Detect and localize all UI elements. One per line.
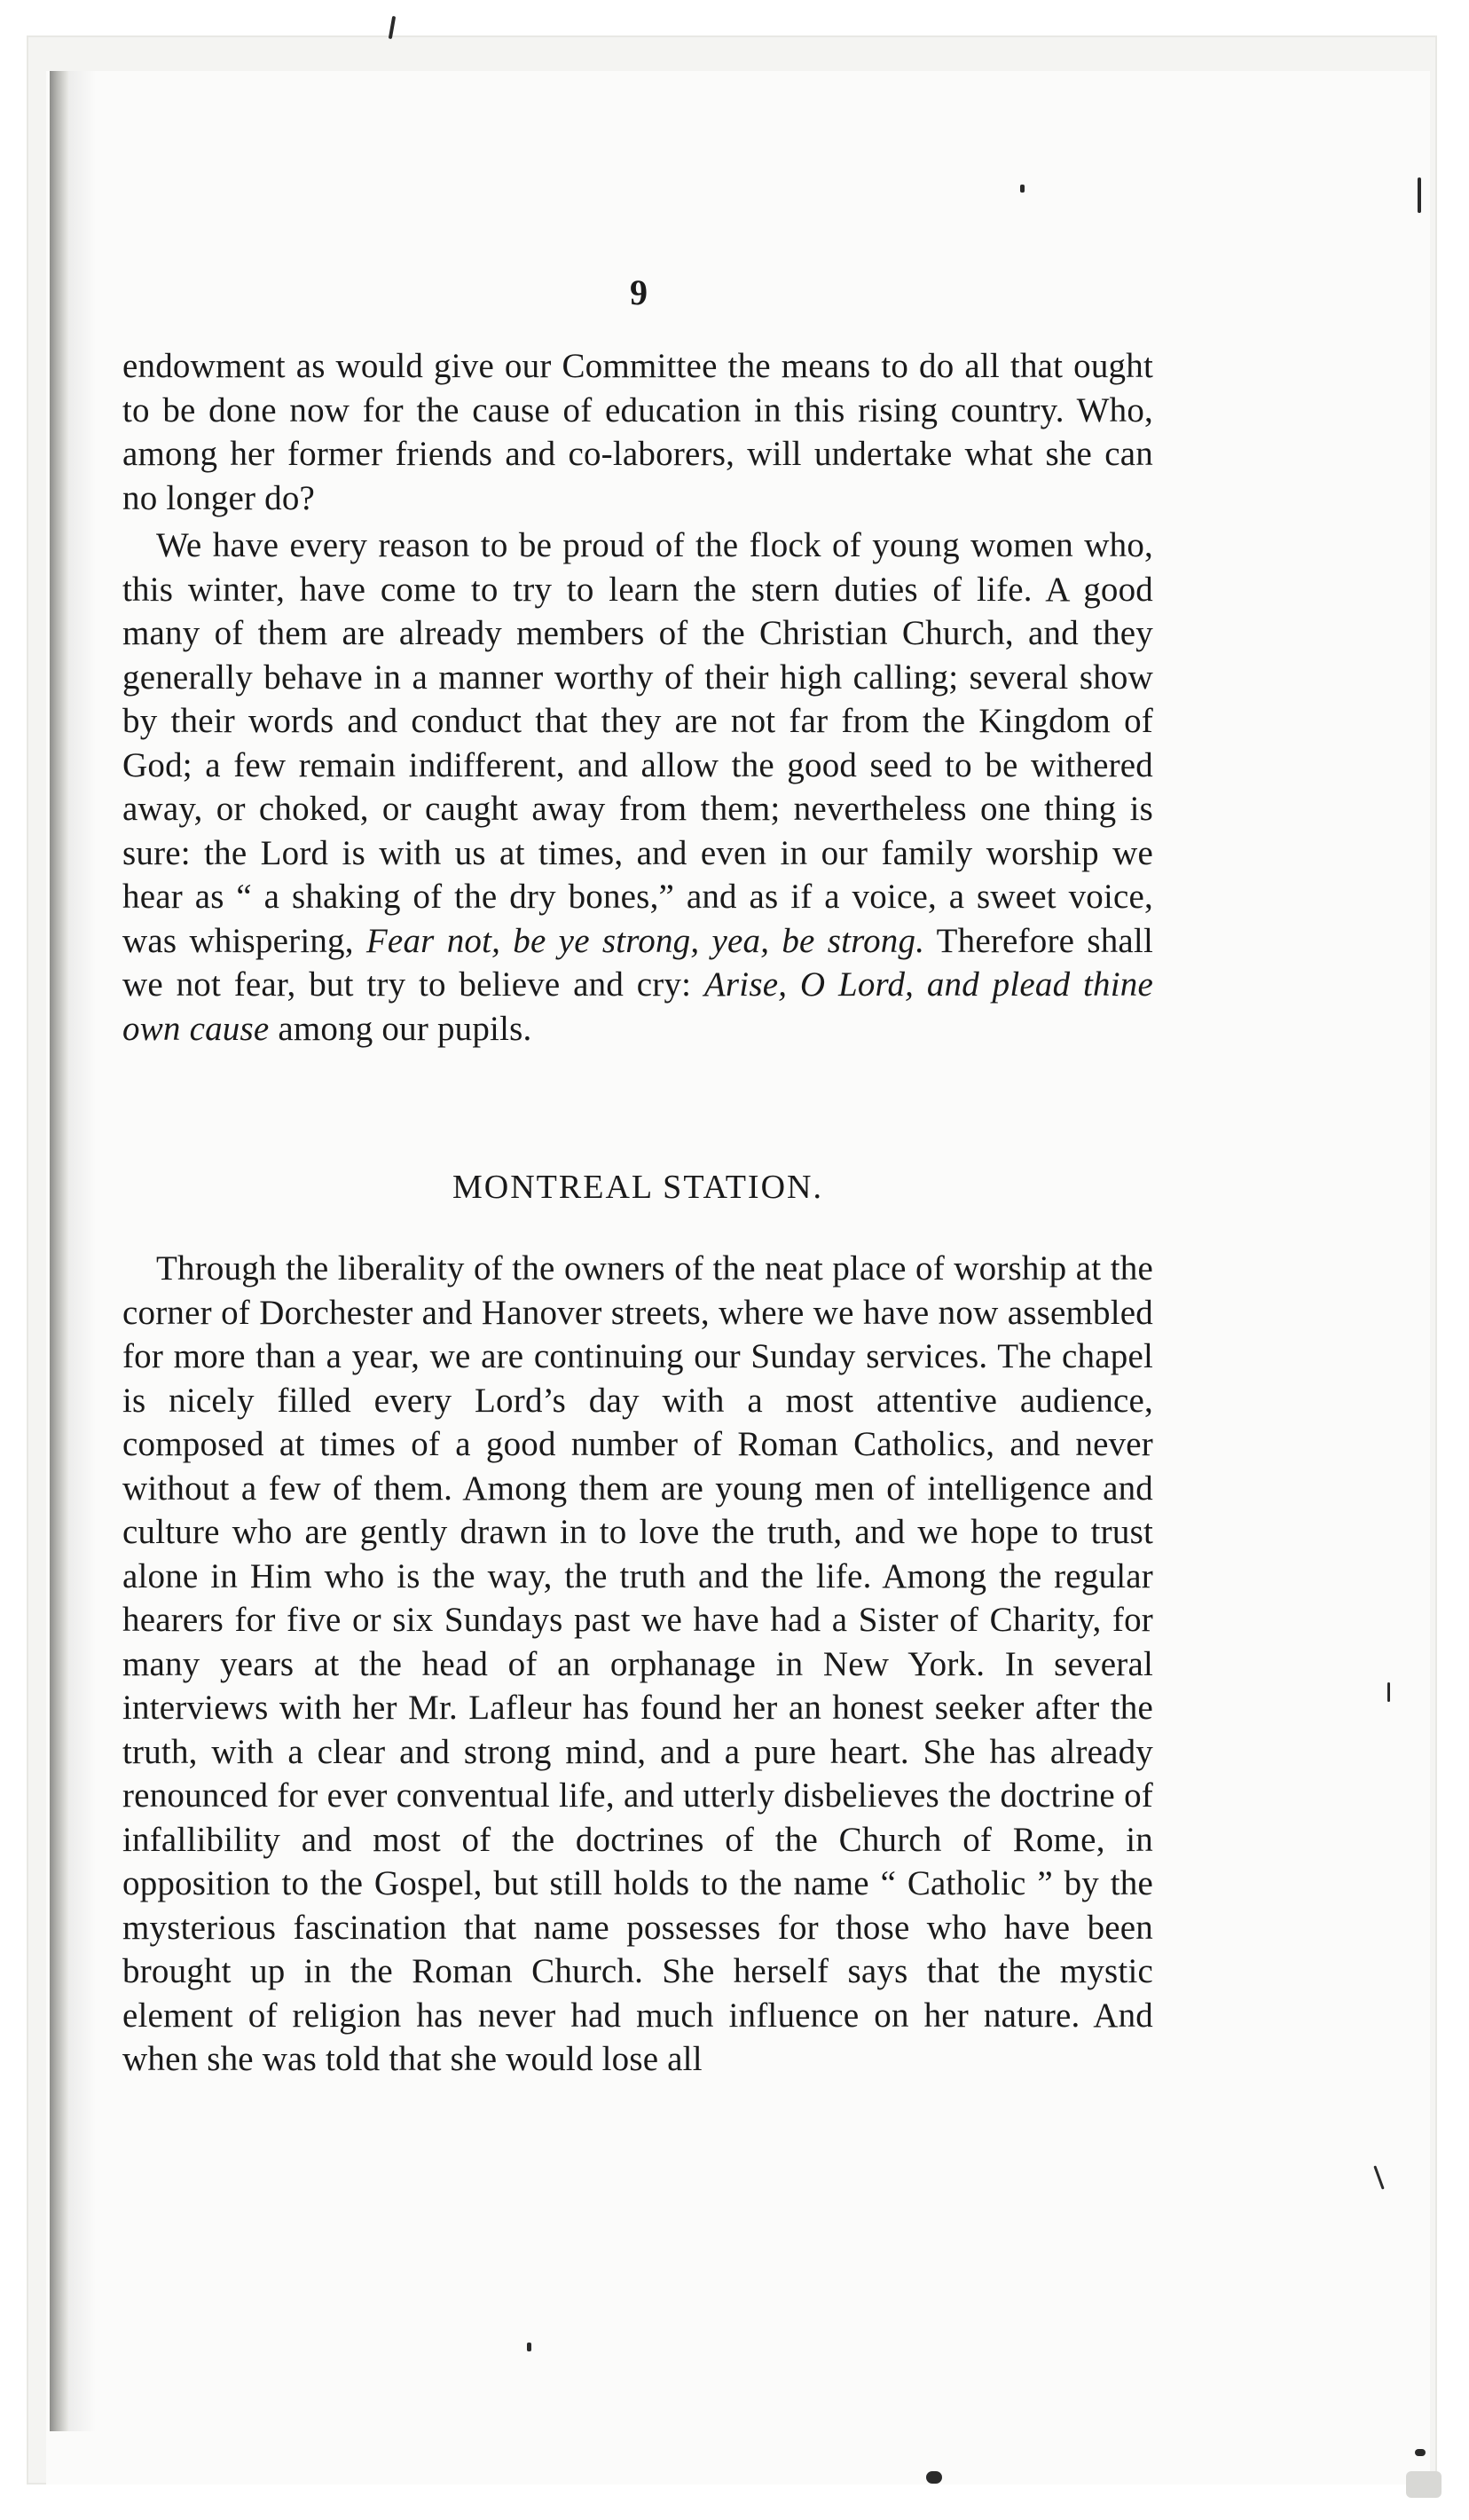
paragraph-young-women [122,524,1153,1051]
page-spine-edge [50,71,69,2431]
scan-speck [527,2343,531,2351]
italic-quote: Fear not, be ye strong, yea, be strong. [365,921,925,960]
paragraph-text: We have every reason to be proud of the flock of young women who, this winter, have come to try to learn the stern duties of life. A good many of them are already members of the Christian Church, and they generally behave in a manner worthy of their high calling; several show by their words and conduct that they are not far from the Kingdom of God; a few remain indifferent, and allow the good seed to be withered away, or choked, or caught away from them; nevertheless one thing is sure: the Lord is with us at times, and even in our family worship we hear as “ a shaking of the dry bones,” and as if a voice, a sweet voice, was whispering, [122,526,1153,960]
section-heading: MONTREAL STATION. [452,1169,823,1206]
paragraph-text: among our pupils. [269,1009,532,1048]
scan-speck [1387,1682,1390,1702]
spine-shadow [69,71,96,2431]
paragraph-montreal: Through the liberality of the owners of the neat place of worship at the corner of Dorchester and Hanover streets, where we have now assembled for more than a year, we are continuing our Sunday services. The chapel is nicely filled every Lord’s day with a most attentive audience, composed at times of a good number of Roman Catholics, and never without a few of them. Among them are young men of intelligence and culture who are gently drawn in to love the truth, and we hope to trust alone in Him who is the way, the truth and the life. Among the regular hearers for five or six Sundays past we have had a Sister of Charity, for many years at the head of an orphanage in New York. In several interviews with her Mr. Lafleur has found her an honest seeker after the truth, with a clear and strong mind, and a pure heart. She has already renounced for ever conventual life, and utterly disbelieves the doctrine of infallibility and most of the doctrines of the Church of Rome, in opposition to the Gospel, but still holds to the name “ Catholic ” by the mysterious fascination that name possesses for those who have been brought up in the Roman Church. She herself says that the mystic element of religion has never had much influence on her nature. And when she was told that she would lose all [122,1249,1153,2078]
scan-speck [1418,177,1421,213]
scan-speck [926,2471,942,2484]
paragraph-text: Therefore shall we not fear, but try to believe and cry: [122,921,1153,1004]
corner-smudge [1406,2471,1442,2498]
paragraph-continued: endowment as would give our Committee the means to do all that ought to be done now for the cause of education in this rising country. Who, among her former friends and co-laborers, will undertake what she can no longer do? [122,347,1153,517]
page-number: 9 [630,272,648,312]
italic-quote: Arise, O Lord, and plead thine own cause [122,965,1153,1048]
scan-speck [1020,185,1025,193]
scan-speck [1415,2449,1426,2456]
